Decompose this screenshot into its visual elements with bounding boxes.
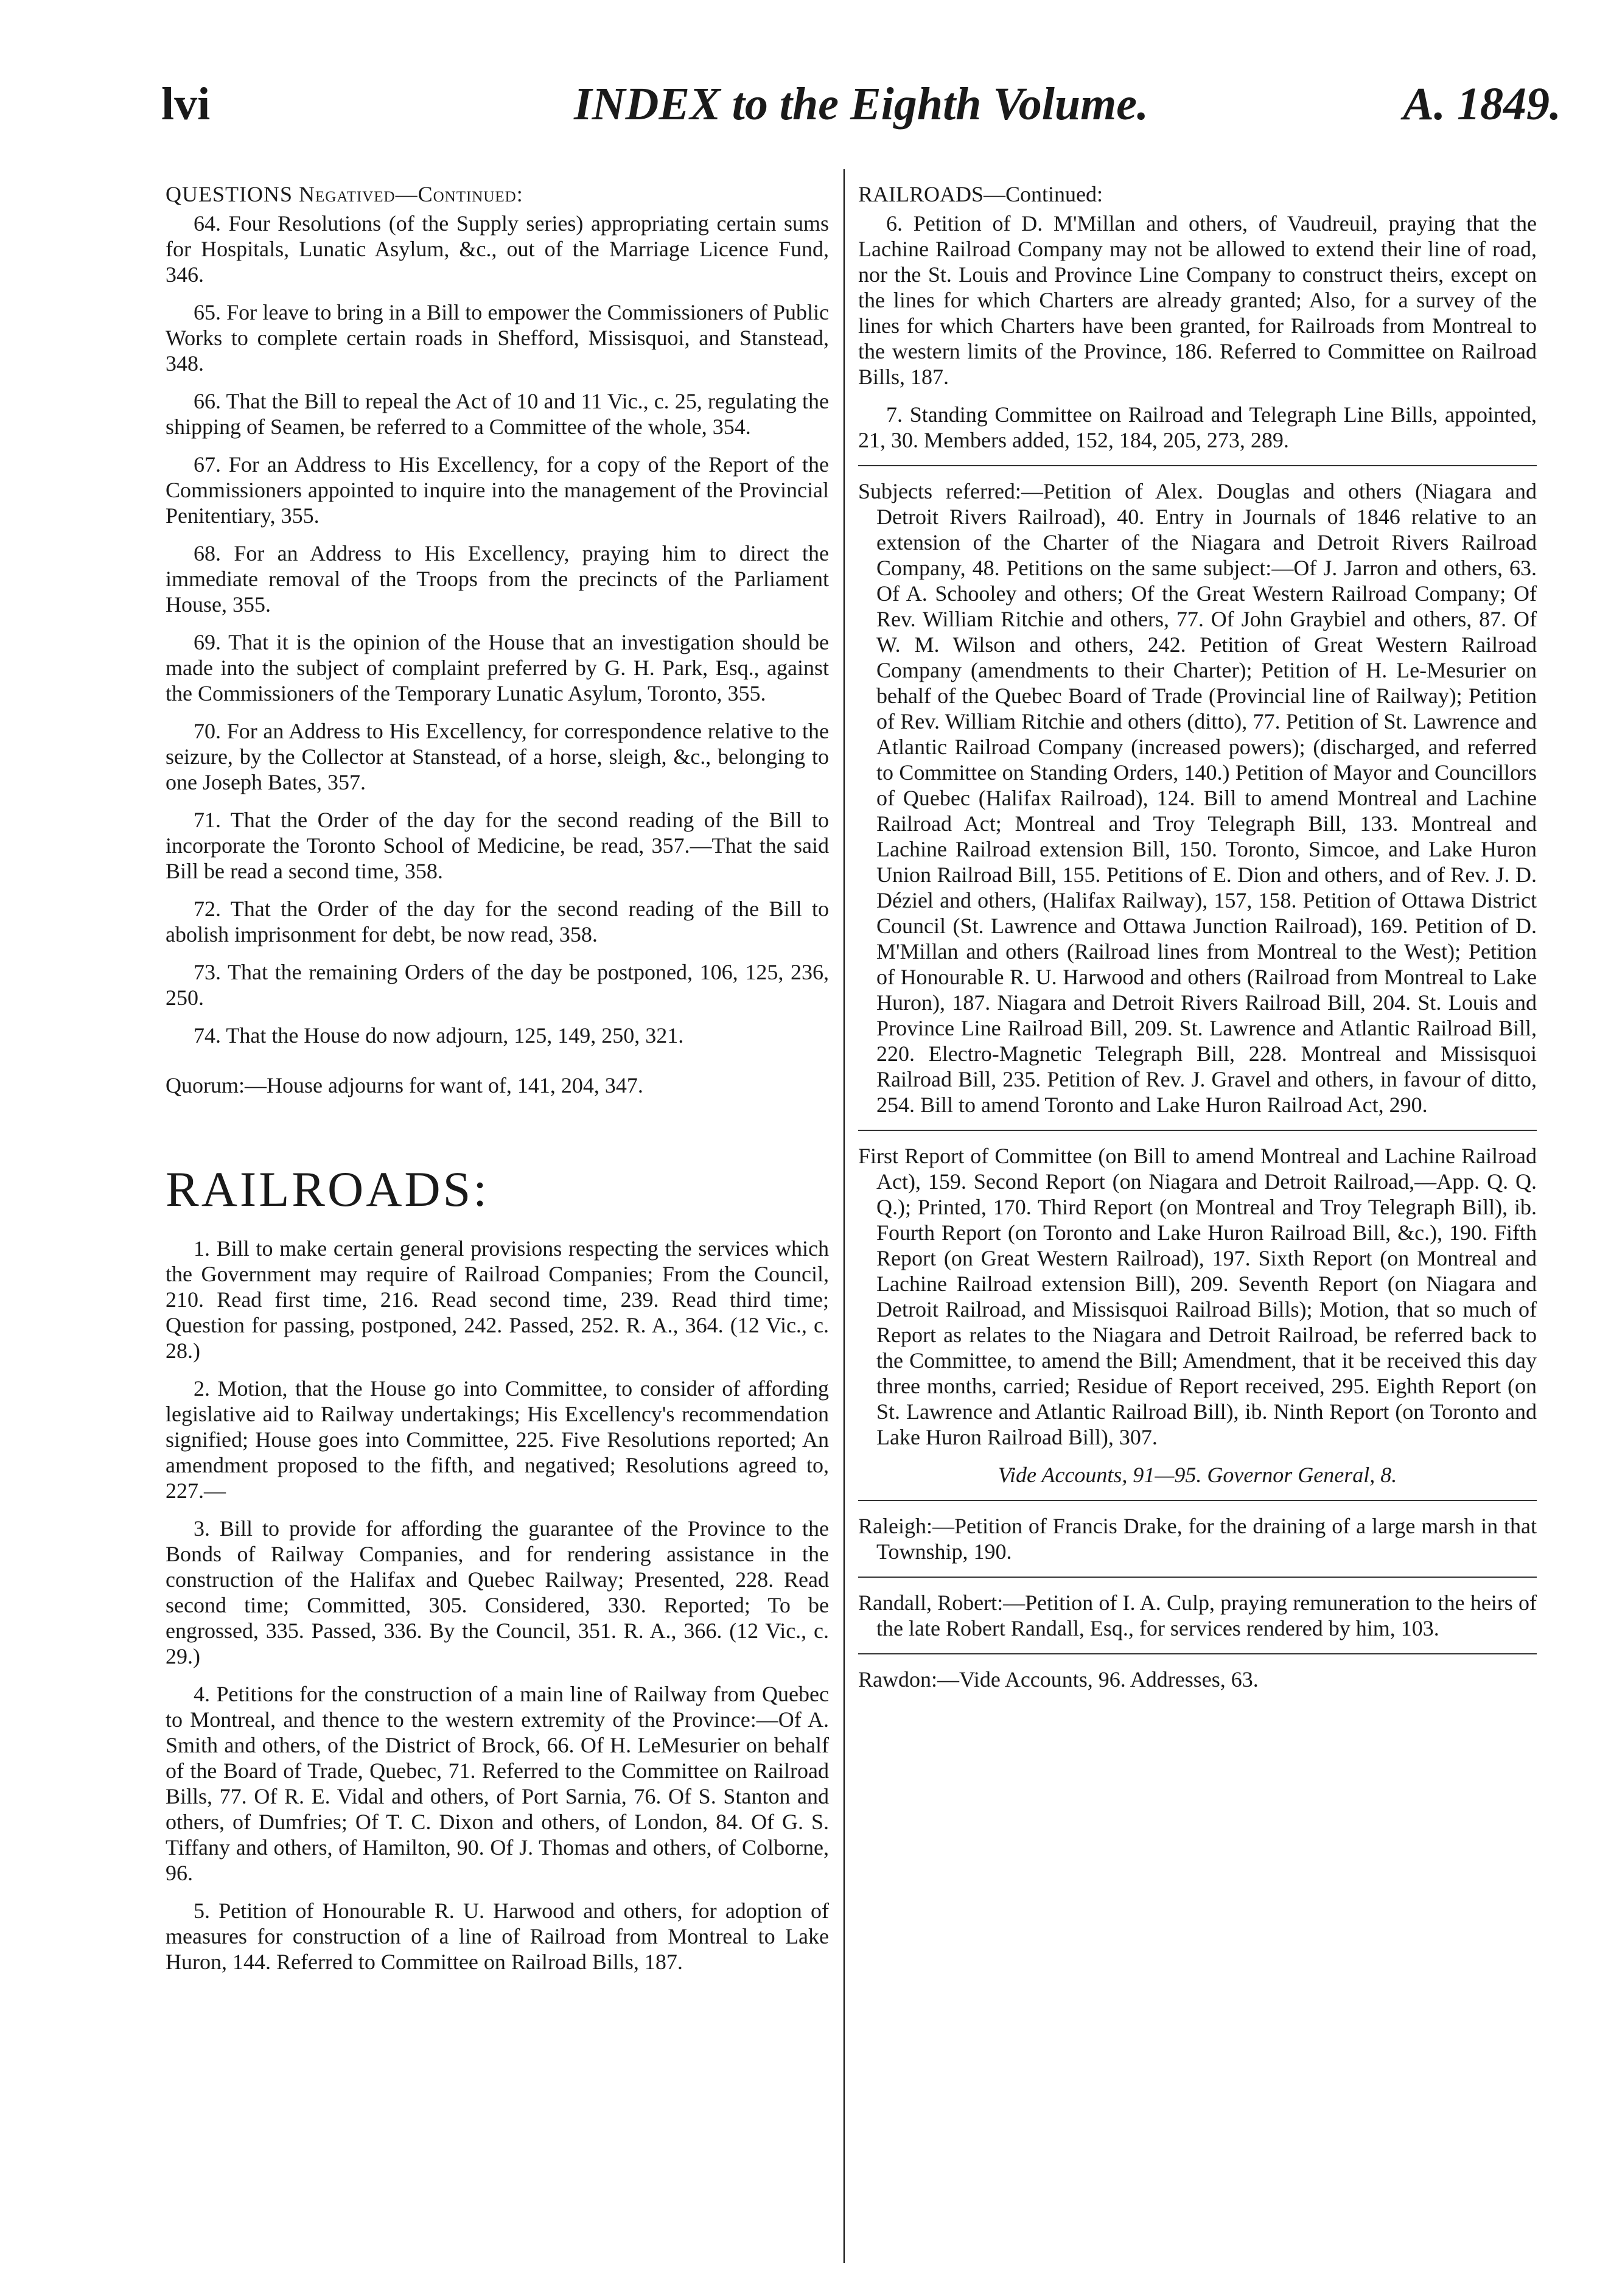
index-entry: 67. For an Address to His Excellency, for a copy of the Report of the Commissioners appointed to inquire into the management of the Provincial Penitentiary, 355. — [166, 452, 829, 528]
railroad-entry: 2. Motion, that the House go into Committee, to consider of affording legislative aid to Railway undertakings; His Excellency's recommendation signified; House goes into Committee, 225. Five Resolutions reported; An amendment proposed to the fifth, and negatived; Resolutions agreed to, 227.— — [166, 1376, 829, 1503]
vide-reference: Vide Accounts, 91—95. Governor General, 8. — [998, 1463, 1397, 1487]
continued-heading-right: RAILROADS—Continued: — [858, 182, 1103, 206]
railroad-entry: 6. Petition of D. M'Millan and others, of Vaudreuil, praying that the Lachine Railroad Company may not be allowed to extend their line of road, nor the St. Louis and Province Line Company to construct theirs, except on the lines for which Charters are already granted; Also, for a survey of the lines for which Charters have been granted, for Railroads from Montreal to the western limits of the Province, 186. Referred to Committee on Railroad Bills, 187. — [858, 211, 1537, 389]
railroad-entry: 3. Bill to provide for affording the guarantee of the Province to the Bonds of Railway Companies, and for rendering assistance in the construction of the Halifax and Quebec Railway; Presented, 228. Read second time; Committed, 305. Considered, 330. Reported; To be engrossed, 335. Passed, 336. By the Council, 351. R. A., 366. (12 Vic., c. 29.) — [166, 1516, 829, 1668]
index-entry: 74. That the House do now adjourn, 125, 149, 250, 321. — [194, 1023, 684, 1048]
section-rule — [858, 1500, 1537, 1501]
railroad-entry: 1. Bill to make certain general provisions respecting the services which the Government may require of Railroad Companies; From the Council, 210. Read first time, 216. Read second time, 239. Read third time; Question for passing, postponed, 242. Passed, 252. R. A., 364. (12 Vic., c. 28.) — [166, 1236, 829, 1363]
railroad-entry: 5. Petition of Honourable R. U. Harwood and others, for adoption of measures for construction of a line of Railroad from Montreal to Lake Huron, 144. Referred to Committee on Railroad Bills, 187. — [166, 1899, 829, 1974]
index-entry: 69. That it is the opinion of the House that an investigation should be made into the subject of complaint preferred by G. H. Park, Esq., against the Commissioners of the Temporary Lunatic Asylum, Toronto, 355. — [166, 630, 829, 705]
running-title: INDEX to the Eighth Volume. — [574, 79, 1148, 130]
index-entry: 71. That the Order of the day for the second reading of the Bill to incorporate the Toronto School of Medicine, be read, 357.—That the said Bill be read a second time, 358. — [166, 808, 829, 883]
index-entry: 70. For an Address to His Excellency, for correspondence relative to the seizure, by the Collector at Stanstead, of a horse, sleigh, &c., belonging to one Joseph Bates, 357. — [166, 719, 829, 794]
section-rule — [858, 1130, 1537, 1131]
right-column — [858, 181, 1537, 1704]
quorum-entry: Quorum:—House adjourns for want of, 141, 204, 347. — [166, 1073, 643, 1097]
section-rule — [858, 1577, 1537, 1578]
page-number: lvi — [161, 79, 211, 130]
railroads-heading: RAILROADS: — [166, 1161, 490, 1217]
randall-entry: Randall, Robert:—Petition of I. A. Culp, praying remuneration to the heirs of the late Robert Randall, Esq., for services rendered by him, 103. — [858, 1591, 1537, 1640]
rawdon-entry: Rawdon:—Vide Accounts, 96. Addresses, 63. — [858, 1667, 1259, 1692]
reports-entry: First Report of Committee (on Bill to amend Montreal and Lachine Railroad Act), 159. Second Report (on Niagara and Detroit Railroad,—App. Q. Q. Q.); Printed, 170. Third Report (on Montreal and Troy Telegraph Bill), ib. Fourth Report (on Toronto and Lake Huron Railroad Bill, &c.), 190. Fifth Report (on Great Western Railroad), 197. Sixth Report (on Montreal and Lachine Railroad extension Bill), 209. Seventh Report (on Niagara and Detroit Railroad, and Missisquoi Railroad Bills); Motion, that so much of Report as relates to the Niagara and Detroit Railroad, be referred back to the Committee, to amend the Bill; Amendment, that it be received this day three months, carried; Residue of Report received, 295. Eighth Report (on St. Lawrence and Atlantic Railroad Bill), ib. Ninth Report (on Toronto and Lake Huron Railroad Bill), 307. — [858, 1144, 1537, 1449]
index-entry: 64. Four Resolutions (of the Supply series) appropriating certain sums for Hospitals, Lunatic Asylum, &c., out of the Marriage Licence Fund, 346. — [166, 211, 829, 287]
railroad-entry: 4. Petitions for the construction of a main line of Railway from Quebec to Montreal, and thence to the western extremity of the Province:—Of A. Smith and others, of the District of Brock, 66. Of H. LeMesurier on behalf of the Board of Trade, Quebec, 71. Referred to the Committee on Railroad Bills, 77. Of R. E. Vidal and others, of Port Sarnia, 76. Of S. Stanton and others, of Dumfries; Of T. C. Dixon and others, of London, 84. Of G. S. Tiffany and others, of Hamilton, 90. Of J. Thomas and others, of Colborne, 96. — [166, 1682, 829, 1885]
left-column — [166, 181, 829, 1987]
page-header — [161, 78, 1561, 157]
year-label: A. 1849. — [1403, 79, 1561, 130]
section-rule — [858, 465, 1537, 466]
section-rule — [858, 1653, 1537, 1654]
index-entry: 66. That the Bill to repeal the Act of 10 and 11 Vic., c. 25, regulating the shipping of Seamen, be referred to a Committee of the whole, 354. — [166, 389, 829, 439]
subjects-referred-entry: Subjects referred:—Petition of Alex. Douglas and others (Niagara and Detroit Rivers Railroad), 40. Entry in Journals of 1846 relative to an extension of the Charter of the Niagara and Detroit Rivers Railroad Company, 48. Petitions on the same subject:—Of J. Jarron and others, 63. Of A. Schooley and others; Of the Great Western Railroad Company; Of Rev. William Ritchie and others, 77. Of John Graybiel and others, 87. Of W. M. Wilson and others, 242. Petition of Great Western Railroad Company (amendments to their Charter); Petition of H. Le-Mesurier on behalf of the Quebec Board of Trade (Provincial line of Railway); Petition of Rev. William Ritchie and others (ditto), 77. Petition of St. Lawrence and Atlantic Railroad Company (increased powers); (discharged, and referred to Committee on Standing Orders, 140.) Petition of Mayor and Councillors of Quebec (Halifax Railroad), 124. Bill to amend Montreal and Lachine Railroad Act; Montreal and Troy Telegraph Bill, 133. Montreal and Lachine Railroad extension Bill, 150. Toronto, Simcoe, and Lake Huron Union Railroad Bill, 155. Petitions of E. Dion and others, and of Rev. J. D. Déziel and others, (Halifax Railway), 157, 158. Petition of Ottawa District Council (St. Lawrence and Ottawa Junction Railroad), 169. Petition of D. M'Millan and others (Railroad lines from Montreal to the West); Petition of Honourable R. U. Harwood and others (Railroad from Montreal to Lake Huron), 187. Niagara and Detroit Rivers Railroad Bill, 204. St. Louis and Province Line Railroad Bill, 209. St. Lawrence and Atlantic Railroad Bill, 220. Electro-Magnetic Telegraph Bill, 228. Montreal and Missisquoi Railroad Bill, 235. Petition of Rev. J. Gravel and others, in favour of ditto, 254. Bill to amend Toronto and Lake Huron Railroad Act, 290. — [858, 479, 1537, 1117]
index-entry: 65. For leave to bring in a Bill to empower the Commissioners of Public Works to complete certain roads in Shefford, Missisquoi, and Stanstead, 348. — [166, 300, 829, 376]
column-divider — [843, 169, 845, 2263]
index-entry: 73. That the remaining Orders of the day be postponed, 106, 125, 236, 250. — [166, 960, 829, 1010]
continued-heading: QUESTIONS Negatived—Continued: — [166, 182, 523, 206]
raleigh-entry: Raleigh:—Petition of Francis Drake, for the draining of a large marsh in that Township, 190. — [858, 1514, 1537, 1564]
index-entry: 68. For an Address to His Excellency, praying him to direct the immediate removal of the Troops from the precincts of the Parliament House, 355. — [166, 541, 829, 617]
index-entry: 72. That the Order of the day for the second reading of the Bill to abolish imprisonment for debt, be now read, 358. — [166, 897, 829, 947]
railroad-entry: 7. Standing Committee on Railroad and Telegraph Line Bills, appointed, 21, 30. Members added, 152, 184, 205, 273, 289. — [858, 402, 1537, 452]
